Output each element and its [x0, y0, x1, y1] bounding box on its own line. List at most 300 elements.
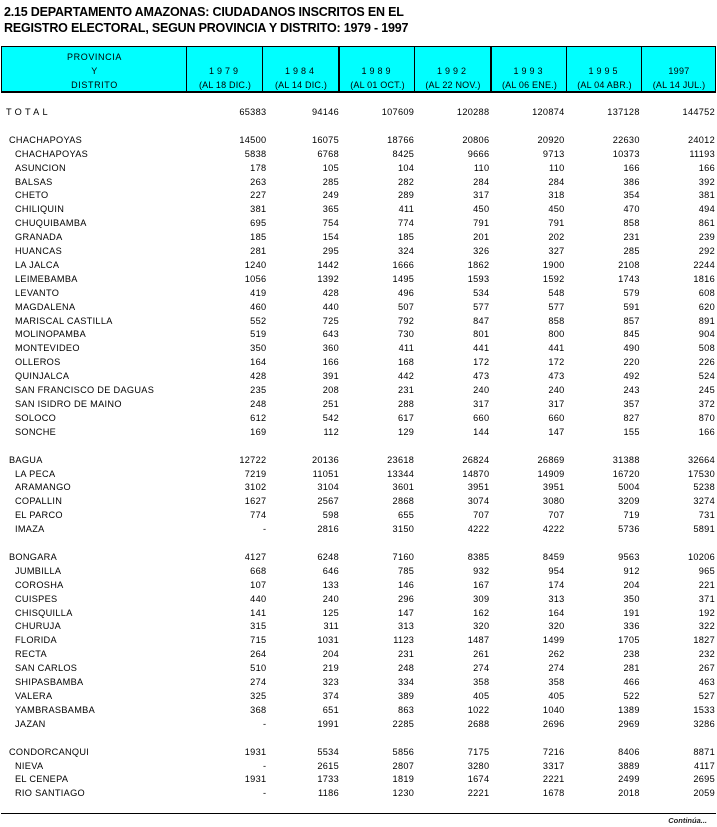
cell-1979: 419	[250, 287, 267, 298]
cell-1984: 6248	[317, 551, 339, 562]
cell-1992: 847	[473, 315, 490, 326]
cell-1979: -	[263, 524, 267, 535]
cell-1995: 912	[623, 565, 640, 576]
cell-1993: 548	[548, 287, 565, 298]
header-date: (AL 14 DIC.)	[274, 80, 328, 90]
row-label: TOTAL	[6, 107, 51, 117]
cell-1984: 295	[322, 246, 339, 257]
cell-1995: 354	[623, 190, 640, 201]
cell-1984: 133	[322, 579, 339, 590]
cell-1992: 144	[473, 426, 490, 437]
cell-1993: 858	[548, 315, 565, 326]
spacer-cell	[0, 537, 717, 551]
cell-1992: 358	[473, 677, 490, 688]
cell-1979: 164	[250, 357, 267, 368]
cell-1979: 612	[250, 412, 267, 423]
cell-1984: 94146	[311, 107, 339, 117]
cell-1989: 774	[397, 218, 415, 229]
cell-1992: 932	[473, 565, 490, 576]
row-label: MAGDALENA	[15, 301, 76, 312]
row-label: MARISCAL CASTILLA	[15, 315, 113, 326]
district-row	[0, 315, 717, 329]
cell-1992: 1862	[467, 259, 490, 270]
row-label: CHACHAPOYAS	[9, 134, 83, 145]
cell-1984: 651	[322, 704, 339, 715]
cell-1984: 374	[322, 691, 339, 702]
header-year: 1997	[668, 66, 690, 76]
cell-1984: 643	[322, 329, 339, 340]
cell-1989: 1495	[392, 273, 415, 284]
cell-1993: 262	[548, 649, 565, 660]
cell-1995: 386	[623, 176, 640, 187]
cell-1992: 9666	[467, 148, 490, 159]
cell-1997: 239	[698, 232, 715, 243]
row-label: CHETO	[15, 190, 49, 201]
cell-1984: 2816	[317, 524, 339, 535]
cell-1995: 522	[623, 691, 640, 702]
header-date: (AL 18 DIC.)	[198, 80, 252, 90]
cell-1984: 598	[322, 510, 339, 521]
cell-1997: 2695	[693, 774, 715, 785]
cell-1997: 494	[698, 204, 715, 215]
row-label: YAMBRASBAMBA	[15, 704, 96, 715]
row-label: CUISPES	[15, 593, 58, 604]
cell-1984: 5534	[317, 746, 339, 757]
cell-1995: 166	[623, 162, 640, 173]
province-row	[0, 134, 717, 148]
cell-1984: 154	[322, 232, 339, 243]
cell-1992: 110	[473, 162, 490, 173]
cell-1997: 5891	[693, 524, 715, 535]
cell-1995: 9563	[618, 551, 640, 562]
row-label: EL PARCO	[15, 510, 63, 521]
cell-1979: 519	[250, 329, 267, 340]
cell-1993: 3317	[542, 760, 565, 771]
cell-1989: 1230	[392, 788, 415, 799]
cell-1997: 226	[698, 357, 715, 368]
cell-1989: 496	[397, 287, 415, 298]
cell-1989: 129	[397, 426, 415, 437]
cell-1993: 441	[548, 343, 565, 354]
cell-1993: 473	[548, 371, 565, 382]
cell-1995: 231	[623, 232, 640, 243]
cell-1993: 14909	[537, 468, 565, 479]
cell-1992: 309	[473, 593, 490, 604]
cell-1993: 317	[548, 399, 565, 410]
cell-1992: 201	[473, 232, 490, 243]
cell-1997: 372	[698, 399, 715, 410]
cell-1989: 231	[397, 649, 415, 660]
cell-1995: 3889	[618, 760, 640, 771]
cell-1997: 2059	[693, 788, 715, 799]
cell-1989: 168	[397, 357, 415, 368]
row-label: QUINJALCA	[15, 371, 70, 382]
row-label: SAN CARLOS	[15, 663, 78, 674]
cell-1993: 20920	[537, 134, 565, 145]
cell-1992: 441	[473, 343, 490, 354]
cell-1995: 350	[623, 593, 640, 604]
cell-1989: 7160	[392, 551, 415, 562]
cell-1995: 204	[623, 579, 640, 590]
row-label: IMAZA	[15, 524, 45, 535]
cell-1989: 324	[397, 246, 415, 257]
cell-1997: 870	[698, 412, 715, 423]
cell-1995: 579	[623, 287, 640, 298]
row-label: JAZAN	[15, 718, 46, 729]
cell-1997: 245	[698, 385, 715, 396]
cell-1997: 267	[698, 663, 715, 674]
row-label: CHISQUILLA	[15, 607, 73, 618]
header-col-1989	[340, 47, 415, 92]
cell-1989: 730	[397, 329, 415, 340]
cell-1993: 577	[548, 301, 565, 312]
cell-1997: 381	[698, 190, 715, 201]
cell-1979: 695	[250, 218, 267, 229]
row-label: LA PECA	[15, 468, 56, 479]
cell-1997: 4117	[694, 760, 715, 771]
cell-1979: 1931	[244, 746, 267, 757]
header-year: 1989	[361, 66, 394, 76]
cell-1997: 508	[698, 343, 715, 354]
cell-1984: 2615	[317, 760, 339, 771]
cell-1997: 620	[698, 301, 715, 312]
cell-1984: 16075	[311, 134, 339, 145]
cell-1984: 542	[322, 412, 339, 423]
cell-1997: 392	[698, 176, 715, 187]
cell-1997: 32664	[687, 454, 715, 465]
province-row	[0, 454, 717, 468]
cell-1995: 191	[623, 607, 640, 618]
cell-1992: 450	[473, 204, 490, 215]
cell-1984: 365	[322, 204, 339, 215]
cell-1989: 411	[398, 343, 415, 354]
cell-1989: 104	[397, 162, 415, 173]
cell-1979: 274	[250, 677, 267, 688]
cell-1995: 2108	[618, 259, 640, 270]
cell-1992: 2688	[467, 718, 490, 729]
district-row	[0, 245, 717, 259]
row-label: JUMBILLA	[15, 565, 62, 576]
spacer-row	[0, 732, 717, 746]
row-label: SAN ISIDRO DE MAINO	[15, 399, 122, 410]
cell-1995: 845	[623, 329, 640, 340]
district-row	[0, 328, 717, 342]
header-date: (AL 01 OCT.)	[350, 80, 405, 90]
cell-1993: 1678	[542, 788, 565, 799]
cell-1995: 31388	[612, 454, 640, 465]
cell-1993: 800	[548, 329, 565, 340]
cell-1979: 141	[250, 607, 267, 618]
cell-1995: 591	[623, 301, 640, 312]
cell-1992: 660	[473, 412, 490, 423]
header-year: 1984	[284, 66, 318, 76]
cell-1979: 368	[250, 704, 267, 715]
cell-1993: 318	[548, 190, 565, 201]
cell-1995: 470	[623, 204, 640, 215]
district-row	[0, 231, 717, 245]
cell-1992: 167	[473, 579, 490, 590]
header-year: 1993	[513, 66, 546, 76]
cell-1992: 473	[473, 371, 490, 382]
cell-1995: 5736	[618, 524, 640, 535]
cell-1992: 326	[473, 246, 490, 257]
cell-1992: 284	[473, 176, 490, 187]
cell-1979: 4127	[244, 551, 267, 562]
row-label: SOLOCO	[15, 412, 57, 423]
cell-1997: 292	[698, 246, 715, 257]
cell-1989: 147	[397, 607, 415, 618]
spacer-cell	[0, 440, 717, 454]
cell-1992: 317	[473, 190, 490, 201]
cell-1995: 2018	[618, 788, 640, 799]
cell-1993: 8459	[542, 551, 565, 562]
district-row	[0, 176, 717, 190]
cell-1995: 857	[623, 315, 640, 326]
row-label: EL CENEPA	[15, 774, 69, 785]
row-label: SHIPASBAMBA	[15, 677, 84, 688]
district-row	[0, 787, 717, 801]
cell-1993: 358	[548, 677, 565, 688]
district-row	[0, 704, 717, 718]
cell-1979: 350	[250, 343, 267, 354]
cell-1979: 281	[250, 246, 267, 257]
cell-1997: 524	[698, 371, 715, 382]
cell-1984: 285	[322, 176, 339, 187]
cell-1997: 965	[698, 565, 715, 576]
cell-1979: 185	[250, 232, 267, 243]
cell-1979: 774	[250, 510, 267, 521]
cell-1993: 120874	[532, 107, 565, 117]
row-label: ASUNCION	[15, 162, 66, 173]
cell-1995: 2499	[618, 774, 640, 785]
cell-1989: 334	[397, 677, 415, 688]
district-row	[0, 676, 717, 690]
district-row	[0, 398, 717, 412]
cell-1992: 162	[473, 607, 490, 618]
district-row	[0, 148, 717, 162]
cell-1989: 23618	[387, 454, 415, 465]
cell-1979: 227	[250, 190, 267, 201]
cell-1995: 22630	[612, 134, 640, 145]
district-row	[0, 356, 717, 370]
district-row	[0, 495, 717, 509]
cell-1989: 289	[397, 190, 415, 201]
row-label: RIO SANTIAGO	[15, 788, 85, 799]
cell-1979: 1240	[244, 259, 267, 270]
total-row	[0, 106, 717, 120]
district-row	[0, 342, 717, 356]
cell-1995: 285	[623, 246, 640, 257]
district-row	[0, 662, 717, 676]
cell-1993: 327	[548, 246, 565, 257]
row-label: GRANADA	[15, 232, 63, 243]
cell-1984: 166	[322, 357, 339, 368]
cell-1979: -	[263, 788, 267, 799]
cell-1992: 14870	[462, 468, 490, 479]
header-label-provincia: PROVINCIA	[67, 52, 122, 62]
district-row	[0, 690, 717, 704]
cell-1989: 442	[397, 371, 415, 382]
cell-1992: 3280	[467, 760, 490, 771]
cell-1993: 791	[548, 218, 565, 229]
row-label: BONGARA	[9, 551, 58, 562]
cell-1997: 1816	[693, 273, 715, 284]
cell-1984: 219	[322, 663, 339, 674]
cell-1984: 208	[322, 385, 339, 396]
cell-1989: 3150	[392, 524, 415, 535]
cell-1984: 428	[322, 287, 339, 298]
cell-1995: 8406	[618, 746, 640, 757]
district-row	[0, 370, 717, 384]
cell-1995: 281	[623, 663, 640, 674]
cell-1997: 861	[698, 218, 715, 229]
cell-1993: 147	[548, 426, 565, 437]
cell-1993: 1499	[542, 635, 565, 646]
cell-1995: 220	[623, 357, 640, 368]
cell-1997: 891	[698, 315, 715, 326]
cell-1989: 146	[397, 579, 415, 590]
row-label: CHACHAPOYAS	[15, 148, 89, 159]
cell-1992: 3074	[467, 496, 490, 507]
row-label: COPALLIN	[15, 496, 63, 507]
cell-1992: 320	[473, 621, 490, 632]
province-row	[0, 746, 717, 760]
cell-1989: 18766	[387, 134, 415, 145]
district-row	[0, 412, 717, 426]
cell-1979: 169	[250, 426, 267, 437]
cell-1984: 112	[323, 426, 339, 437]
row-label: HUANCAS	[15, 246, 63, 257]
cell-1989: 389	[397, 691, 415, 702]
district-row	[0, 468, 717, 482]
province-row	[0, 551, 717, 565]
row-label: CHILIQUIN	[15, 204, 65, 215]
cell-1995: 827	[623, 412, 640, 423]
cell-1992: 26824	[462, 454, 490, 465]
continua-note: Continúa...	[668, 816, 707, 825]
cell-1995: 10373	[612, 148, 640, 159]
cell-1989: 313	[397, 621, 415, 632]
bottom-rule	[1, 813, 716, 814]
row-label: OLLEROS	[15, 357, 61, 368]
district-row	[0, 593, 717, 607]
cell-1992: 7175	[467, 746, 490, 757]
district-row	[0, 189, 717, 203]
cell-1993: 172	[548, 357, 565, 368]
cell-1993: 1040	[542, 704, 565, 715]
cell-1984: 11051	[312, 468, 339, 479]
cell-1995: 137128	[607, 107, 640, 117]
row-label: RECTA	[15, 649, 47, 660]
cell-1993: 405	[548, 691, 565, 702]
row-label: CHUQUIBAMBA	[15, 218, 87, 229]
cell-1984: 323	[322, 677, 339, 688]
cell-1984: 249	[322, 190, 339, 201]
district-row	[0, 162, 717, 176]
cell-1979: 460	[250, 301, 267, 312]
cell-1995: 490	[623, 343, 640, 354]
header-year: 1992	[436, 66, 470, 76]
cell-1993: 9713	[542, 148, 565, 159]
cell-1979: 264	[250, 649, 267, 660]
cell-1993: 110	[549, 162, 565, 173]
cell-1984: 725	[322, 315, 339, 326]
cell-1997: 24012	[687, 134, 715, 145]
cell-1995: 238	[623, 649, 640, 660]
cell-1997: 11193	[689, 148, 715, 159]
row-label: LA JALCA	[15, 259, 60, 270]
cell-1997: 8871	[693, 746, 715, 757]
cell-1993: 284	[548, 176, 565, 187]
cell-1979: 325	[250, 691, 267, 702]
header-date: (AL 06 ENE.)	[501, 80, 558, 90]
cell-1993: 660	[548, 412, 565, 423]
cell-1984: 754	[322, 218, 339, 229]
cell-1993: 2221	[542, 774, 565, 785]
cell-1984: 1733	[317, 774, 339, 785]
cell-1992: 801	[473, 329, 490, 340]
cell-1984: 360	[322, 343, 339, 354]
cell-1993: 1592	[542, 273, 565, 284]
cell-1993: 450	[548, 204, 565, 215]
cell-1984: 1031	[317, 635, 339, 646]
cell-1995: 719	[623, 510, 640, 521]
district-row	[0, 648, 717, 662]
cell-1984: 105	[322, 162, 339, 173]
cell-1992: 534	[473, 287, 490, 298]
district-row	[0, 718, 717, 732]
cell-1993: 3080	[542, 496, 565, 507]
cell-1992: 1022	[467, 704, 490, 715]
cell-1984: 1442	[317, 259, 339, 270]
title-line-2: REGISTRO ELECTORAL, SEGUN PROVINCIA Y DISTRITO: 1979 - 1997	[4, 21, 409, 35]
cell-1992: 2221	[467, 788, 490, 799]
cell-1995: 2969	[618, 718, 640, 729]
cell-1989: 13344	[387, 468, 415, 479]
cell-1995: 492	[623, 371, 640, 382]
row-label: MOLINOPAMBA	[15, 329, 87, 340]
cell-1984: 251	[322, 399, 339, 410]
cell-1984: 240	[322, 593, 339, 604]
cell-1995: 466	[623, 677, 640, 688]
cell-1979: 12722	[239, 454, 267, 465]
cell-1993: 2696	[542, 718, 565, 729]
district-row	[0, 384, 717, 398]
cell-1989: 655	[397, 510, 415, 521]
district-row	[0, 203, 717, 217]
cell-1989: 2285	[392, 718, 415, 729]
cell-1992: 274	[473, 663, 490, 674]
district-row	[0, 523, 717, 537]
cell-1984: 440	[322, 301, 339, 312]
cell-1984: 2567	[317, 496, 339, 507]
table-header	[1, 46, 716, 93]
cell-1984: 646	[322, 565, 339, 576]
cell-1989: 2807	[392, 760, 415, 771]
data-table	[0, 106, 717, 801]
cell-1979: 7219	[244, 468, 267, 479]
cell-1993: 174	[548, 579, 565, 590]
cell-1997: 221	[698, 579, 715, 590]
header-col-1995	[567, 47, 642, 92]
header-col-1992	[415, 47, 491, 92]
cell-1992: 317	[473, 399, 490, 410]
cell-1995: 1743	[618, 273, 640, 284]
cell-1979: 5838	[244, 148, 267, 159]
header-date: (AL 04 ABR.)	[577, 80, 632, 90]
cell-1979: 1056	[244, 273, 267, 284]
cell-1984: 204	[322, 649, 339, 660]
